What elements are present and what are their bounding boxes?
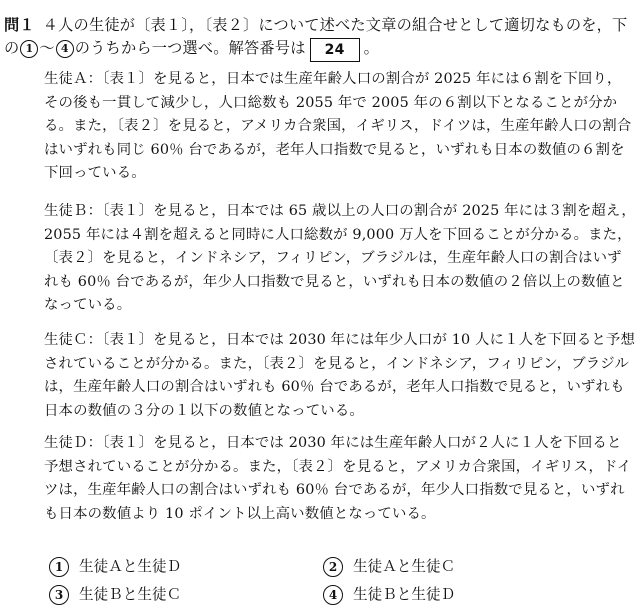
question-number: 問１ bbox=[4, 16, 35, 34]
statement-student-d bbox=[44, 432, 636, 526]
statement-text: 〔表１〕を見ると，日本では生産年齢人口の割合が 2025 年には６割を下回り，その後も一貫して減少し，人口総数も 2055 年で 2005 年の６割以下となることが分かる。また，〔表２〕を見ると，アメリカ合衆国，イギリス，ドイツは，生産年齢人口の割合はいずれも同じ 60％ 台であるが，老年人口指数で見ると，いずれも日本の数値の６割を下回っている。 bbox=[44, 71, 632, 182]
statement-text: 〔表１〕を見ると，日本では 2030 年には生産年齢人口が２人に１人を下回ると予想されていることが分かる。また，〔表２〕を見ると，アメリカ合衆国，イギリス，ドイツは，生産年齢人口の割合はいずれも 60％ 台であるが，年少人口指数で見ると，いずれも日本の数値より 10 ポイント以上高い数値となっている。 bbox=[44, 435, 632, 522]
choice-number-marker: 4 bbox=[323, 585, 343, 605]
statement-student-b bbox=[44, 200, 636, 318]
choice-text: 生徒Ａと生徒Ｃ bbox=[353, 558, 456, 575]
statement-text: 〔表１〕を見ると，日本では 65 歳以上の人口の割合が 2025 年には３割を超え，2055 年には４割を超えると同時に人口総数が 9,000 万人を下回ることが分かる。また，〔表２〕を見ると，インドネシア，フィリピン，ブラジルは，生産年齢人口の割合はいずれも 60％ 台であるが，年少人口指数で見ると，いずれも日本の数値の２倍以上の数値となっている。 bbox=[44, 203, 636, 314]
question-end-mark: 。 bbox=[363, 39, 379, 57]
choice-number-marker: 3 bbox=[49, 585, 69, 605]
statement-label: 生徒Ｄ： bbox=[44, 435, 103, 451]
statement-text: 〔表１〕を見ると，日本では 2030 年には年少人口が 10 人に１人を下回ると予想されていることが分かる。また，〔表２〕を見ると，インドネシア，フィリピン，ブラジルは，生産年齢人口の割合はいずれも 60％ 台であるが，老年人口指数で見ると，いずれも日本の数値の３分の１以下の数値となっている。 bbox=[44, 332, 636, 419]
statement-student-c bbox=[44, 329, 636, 423]
choice-2[interactable] bbox=[322, 552, 455, 582]
choice-1[interactable] bbox=[48, 552, 181, 582]
question-prompt bbox=[4, 14, 634, 62]
statement-label: 生徒Ｂ： bbox=[44, 203, 103, 219]
range-separator: 〜 bbox=[39, 39, 55, 57]
question-text-after: のうちから一つ選べ。解答番号は bbox=[74, 39, 306, 57]
statement-student-a bbox=[44, 68, 636, 186]
choice-text: 生徒Ｂと生徒Ｄ bbox=[353, 586, 456, 603]
range-end-marker: 4 bbox=[56, 40, 74, 58]
choice-number-marker: 2 bbox=[323, 557, 343, 577]
choice-text: 生徒Ｂと生徒Ｃ bbox=[79, 586, 182, 603]
choice-number-marker: 1 bbox=[49, 557, 69, 577]
range-start-marker: 1 bbox=[20, 40, 38, 58]
statement-label: 生徒Ｃ： bbox=[44, 332, 103, 348]
choice-4[interactable] bbox=[322, 580, 455, 610]
choice-3[interactable] bbox=[48, 580, 181, 610]
statement-label: 生徒Ａ： bbox=[44, 71, 103, 87]
answer-number-box[interactable]: 24 bbox=[310, 38, 360, 62]
question-text: ４人の生徒が〔表１〕，〔表２〕について述べた文章の組合せとして適切なものを，下の bbox=[4, 16, 628, 57]
choice-text: 生徒Ａと生徒Ｄ bbox=[79, 558, 182, 575]
